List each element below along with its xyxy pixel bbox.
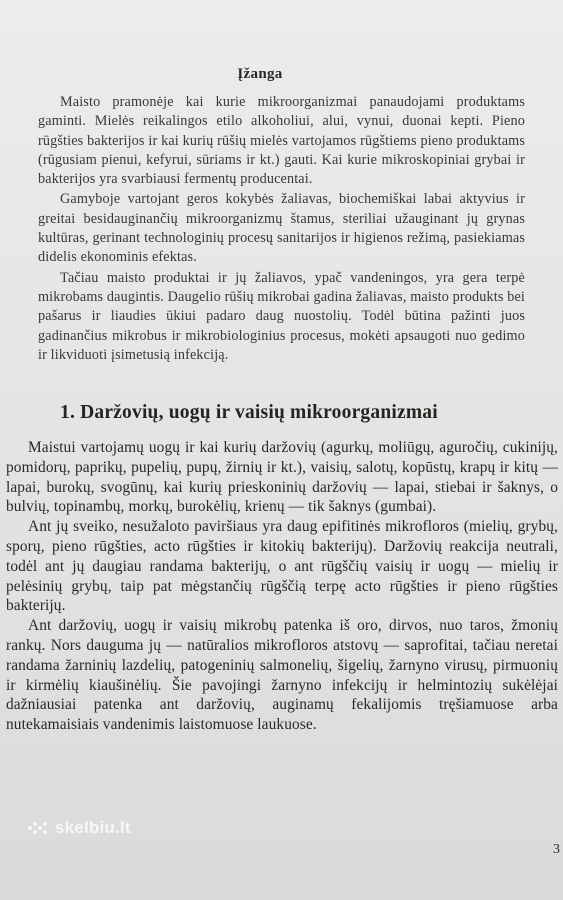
chapter-paragraph: Ant daržovių, uogų ir vaisių mikrobų patenka iš oro, dirvos, nuo taros, žmonių rankų. Nors dauguma jų — natūralios mikrofloros atstovų — saprofitai, tačiau neretai randama žarninių lazdelių, patogeninių salmonelių, šigelių, žarnyno virusų, pirmuonių ir kirmėlių kiaušinėlių. Šie pavojingi žarnyno infekcijų ir helmintozių sukėlėjai dažniausiai patenka ant daržovių, auginamų fekalijomis tręšiamuose arba nutekamaisiais vandenimis laistomuose laukuose. bbox=[6, 617, 558, 734]
site-watermark bbox=[28, 818, 131, 838]
chapter-section bbox=[6, 438, 558, 735]
introduction-paragraph: Gamyboje vartojant geros kokybės žaliavas, biochemiškai labai aktyvius ir greitai besidauginančių mikroorganizmų štamus, steriliai užauginant jų grynas kultūras, gerinant technologinių procesų sanitarijos ir higienos režimą, pasiekiamas didelis ekonominis efektas. bbox=[38, 191, 525, 266]
chapter-paragraph: Maistui vartojamų uogų ir kai kurių daržovių (agurkų, moliūgų, aguročių, cukinijų, pomidorų, paprikų, pupelių, pupų, žirnių ir kt.), vaisių, salotų, kopūstų, krapų ir kitų — lapai, burokų, svogūnų, kai kurių prieskoninių daržovių — lapai, stiebai ir šaknys, o bulvių, topinambų, morkų, burokėlių, krienų — tik šaknys (gumbai). bbox=[6, 439, 558, 516]
chapter-paragraph: Ant jų sveiko, nesužalotо paviršiaus yra daug epifitinės mikrofloros (mielių, grybų, sporų, pieno rūgšties, acto rūgšties ir kitokių bakterijų). Daržovių reakcija neutrali, todėl ant jų daugiau randama bakterijų, o ant rūgščių vaisių ir uogų — mielių ir pelėsinių grybų, taip pat mėgstančių rūgščią terpę acto rūgšties ir pieno rūgšties bakterijų. bbox=[6, 518, 558, 615]
chapter-heading: 1. Daržovių, uogų ir vaisių mikroorganizmai bbox=[60, 402, 438, 423]
introduction-section bbox=[38, 93, 525, 366]
page-number: 3 bbox=[553, 842, 560, 857]
introduction-paragraph: Tačiau maisto produktai ir jų žaliavos, ypač vandeningos, yra gera terpė mikrobams daugintis. Daugelio rūšių mikrobai gadina žaliavas, maisto produkts bei pašarus ir liaudies ūkiui padaro daug nuostolių. Todėl būtina pažinti juos gadinančius mikrobus ir mikrobiologinius procesus, mokėti apsaugoti nuo gedimo ir likviduoti įsimetusią infekciją. bbox=[38, 269, 525, 363]
introduction-heading: Įžanga bbox=[237, 66, 283, 82]
watermark-text: skelbiu.lt bbox=[55, 818, 131, 837]
introduction-paragraph: Maisto pramonėje kai kurie mikroorganizmai panaudojami produktams gaminti. Mielės reikalingos etilo alkoholiui, alui, vynui, duonai kepti. Pieno rūgšties bakterijos ir kai kurių rūšių mielės vartojamos rūgštiems pieno produktams (rūgusiam pienui, kefyrui, sūriams ir kt.) gauti. Kai kurie mikroskopiniai grybai ir bakterijos yra svarbiausi fermentų producentai. bbox=[38, 94, 525, 188]
dots-logo-icon bbox=[28, 820, 50, 836]
